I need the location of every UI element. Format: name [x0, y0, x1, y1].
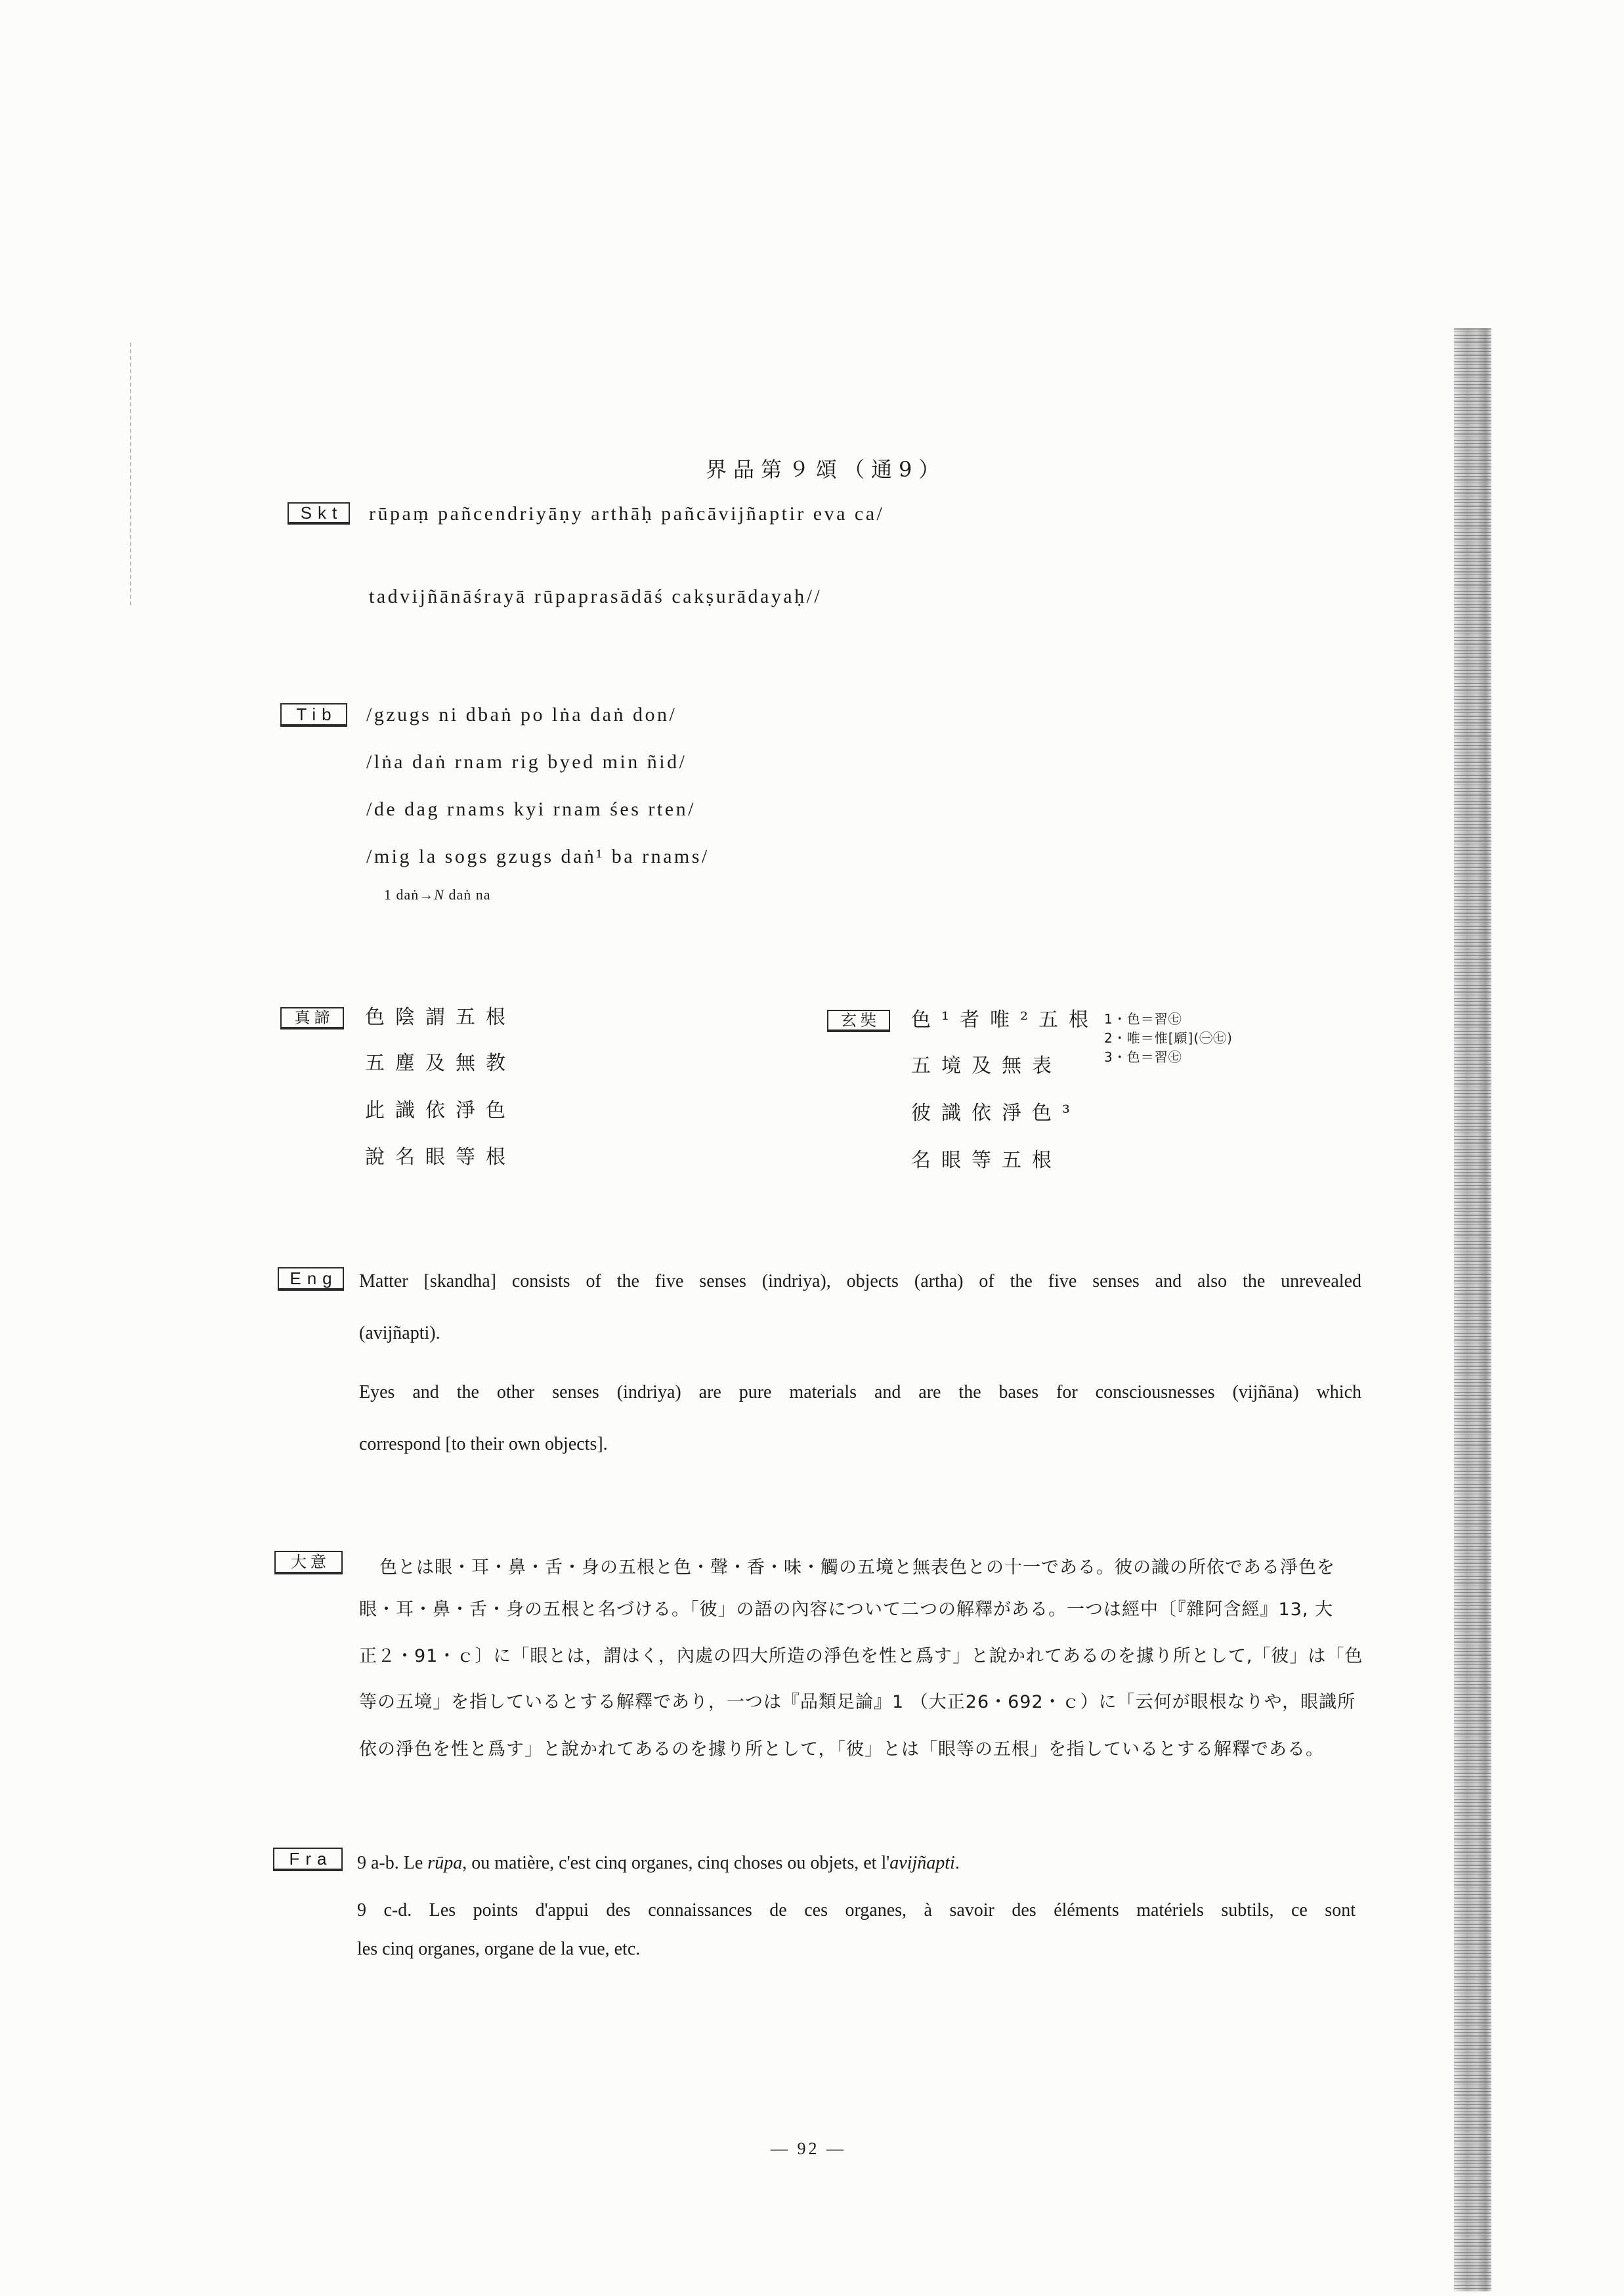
xuanzang-note-1: 1・色＝習㊆ — [1104, 1011, 1182, 1027]
skt-line-1: rūpaṃ pañcendriyāṇy arthāḥ pañcāvijñaptir eva ca/ — [369, 503, 885, 525]
paramartha-line-2: 五塵及無教 — [365, 1052, 516, 1075]
fra-label: Fra — [273, 1848, 343, 1871]
summary-line-5: 依の淨色を性と爲す」と說かれてあるのを據り所として，「彼」とは「眼等の五根」を指しているとする解釋である。 — [359, 1739, 1324, 1760]
paramartha-line-3: 此識依淨色 — [365, 1099, 516, 1122]
paramartha-label: 真諦 — [280, 1007, 344, 1029]
skt-label: Skt — [288, 502, 350, 525]
paramartha-line-4: 說名眼等根 — [365, 1146, 516, 1169]
eng-line-2: (avijñapti). — [359, 1323, 440, 1343]
xuanzang-note-3: 3・色＝習㊆ — [1104, 1049, 1182, 1065]
paramartha-line-1: 色陰謂五根 — [365, 1006, 516, 1029]
margin-binding-line — [130, 343, 131, 605]
fra-line-2: 9 c-d. Les points d'appui des connaissances de ces organes, à savoir des éléments matériels subtils, ce sont — [357, 1900, 1356, 1920]
verse-title: 界品第９頌（通9） — [706, 457, 947, 482]
tib-line-2: /lṅa daṅ rnam rig byed min ñid/ — [366, 751, 687, 773]
xuanzang-line-4: 名眼等五根 — [911, 1149, 1062, 1172]
tib-line-1: /gzugs ni dbaṅ po lṅa daṅ don/ — [366, 704, 677, 726]
fra-term-rupa: rūpa — [427, 1853, 463, 1873]
tib-line-3: /de dag rnams kyi rnam śes rten/ — [366, 798, 696, 820]
eng-line-3: Eyes and the other senses (indriya) are pure materials and are the bases for consciousnesses (vijñāna) which — [359, 1382, 1361, 1402]
tib-footnote-siglum: N — [434, 886, 444, 903]
summary-label: 大意 — [274, 1551, 343, 1574]
xuanzang-label: 玄奘 — [827, 1010, 890, 1032]
tib-footnote — [384, 886, 490, 903]
skt-line-2: tadvijñānāśrayā rūpaprasādāś cakṣurādayaḥ// — [369, 586, 823, 607]
summary-line-1: 色とは眼・耳・鼻・舌・身の五根と色・聲・香・味・觸の五境と無表色との十一である。彼の識の所依である淨色を — [379, 1557, 1335, 1578]
summary-line-3: 正２・91・ｃ〕に「眼とは，謂はく，內處の四大所造の淨色を性と爲す」と說かれてあるのを據り所として,「彼」は「色 — [359, 1646, 1363, 1666]
eng-line-4: correspond [to their own objects]. — [359, 1434, 608, 1454]
eng-line-1: Matter [skandha] consists of the five senses (indriya), objects (artha) of the five senses and also the unrevealed — [359, 1271, 1361, 1291]
xuanzang-line-3: 彼識依淨色³ — [911, 1102, 1081, 1125]
fra-term-avijnapti: avijñapti — [889, 1853, 955, 1873]
scan-edge-shadow — [1454, 328, 1491, 2291]
tib-footnote-part: 1 daṅ→ — [384, 886, 435, 903]
eng-label: Eng — [278, 1267, 344, 1291]
page-number: — 92 — — [771, 2139, 846, 2158]
fra-line-3: les cinq organes, organe de la vue, etc. — [357, 1939, 641, 1959]
summary-line-4: 等の五境」を指しているとする解釋であり，一つは『品類足論』1 （大正26・692・ｃ）に「云何が眼根なりや，眼識所 — [359, 1692, 1356, 1712]
fra-text: . — [954, 1853, 960, 1873]
fra-text: , ou matière, c'est cinq organes, cinq choses ou objets, et l' — [462, 1853, 890, 1873]
tib-label: Tib — [280, 703, 347, 727]
xuanzang-line-2: 五境及無表 — [911, 1054, 1062, 1077]
xuanzang-line-1: 色¹者唯²五根 — [911, 1008, 1100, 1031]
fra-text: 9 a-b. Le — [357, 1853, 428, 1873]
xuanzang-note-2: 2・唯＝惟[願](㊀㊆) — [1104, 1030, 1233, 1046]
summary-line-2: 眼・耳・鼻・舌・身の五根と名づける。「彼」の語の內容について二つの解釋がある。一つは經中〔『雜阿含經』13, 大 — [359, 1599, 1333, 1620]
fra-line-1 — [357, 1852, 960, 1874]
tib-line-4: /mig la sogs gzugs daṅ¹ ba rnams/ — [366, 846, 710, 867]
tib-footnote-part: daṅ na — [444, 886, 491, 903]
